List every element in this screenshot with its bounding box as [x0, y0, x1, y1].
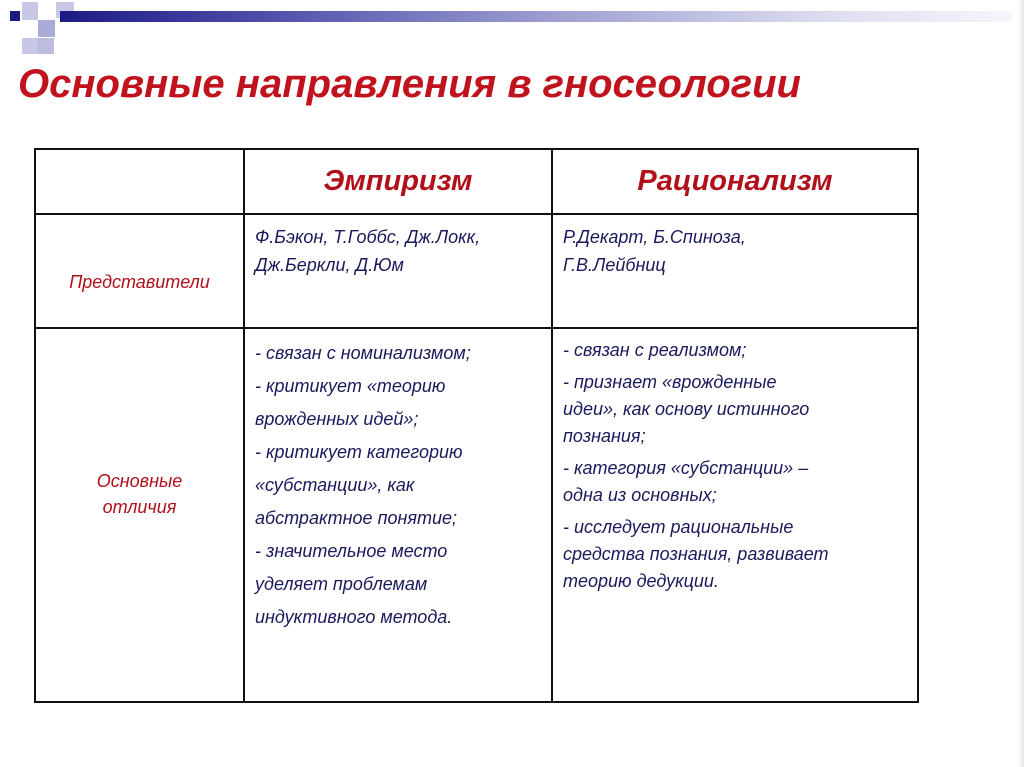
rationalism-differences: [552, 328, 918, 702]
row-label-representatives: [35, 214, 244, 328]
header-empty-cell: [35, 149, 244, 214]
list-item: [563, 369, 909, 450]
text-line: - критикует «теорию: [255, 376, 446, 396]
text-line: Дж.Беркли, Д.Юм: [255, 255, 404, 275]
text-line: идеи», как основу истинного: [563, 399, 810, 419]
corner-square-light: [22, 38, 38, 54]
text-line: теорию дедукции.: [563, 571, 719, 591]
text-line: - категория «субстанции» –: [563, 458, 809, 478]
text-line: уделяет проблемам: [255, 574, 428, 594]
empiricism-differences: [244, 328, 552, 702]
table-row-representatives: [35, 214, 918, 328]
text-line: Г.В.Лейбниц: [563, 255, 666, 275]
corner-square-dark: [10, 11, 20, 21]
list-item: [563, 514, 909, 595]
text-line: - признает «врожденные: [563, 372, 777, 392]
corner-square-light: [22, 2, 38, 20]
header-gradient-bar: [60, 11, 1012, 22]
text-line: врожденных идей»;: [255, 409, 419, 429]
text-line: Ф.Бэкон, Т.Гоббс, Дж.Локк,: [255, 227, 481, 247]
list-item: [563, 337, 909, 364]
corner-square-medium: [38, 38, 54, 54]
slide-title: Основные направления в гносеологии: [18, 62, 801, 106]
list-item: [563, 455, 909, 509]
text-line: - значительное место: [255, 541, 448, 561]
text-line: абстрактное понятие;: [255, 508, 458, 528]
text-line: познания;: [563, 426, 646, 446]
header-rationalism: Рационализм: [552, 149, 918, 214]
text-line: - связан с номинализмом;: [255, 343, 471, 363]
table-row-differences: [35, 328, 918, 702]
text-line: Р.Декарт, Б.Спиноза,: [563, 227, 746, 247]
text-line: - исследует рациональные: [563, 517, 794, 537]
text-line: - критикует категорию: [255, 442, 463, 462]
empiricism-representatives: [244, 214, 552, 328]
text-line: индуктивного метода.: [255, 607, 453, 627]
row-label-text: Основные: [96, 471, 183, 491]
text-line: - связан с реализмом;: [563, 340, 747, 360]
row-label-text: отличия: [102, 497, 177, 517]
text-line: средства познания, развивает: [563, 544, 829, 564]
rationalism-representatives: [552, 214, 918, 328]
table-header-row: [35, 149, 918, 214]
text-line: одна из основных;: [563, 485, 717, 505]
row-label-text: Представители: [69, 272, 210, 292]
comparison-table: [34, 148, 919, 703]
header-empiricism: Эмпиризм: [244, 149, 552, 214]
corner-square-medium: [38, 20, 55, 37]
row-label-differences: [35, 328, 244, 702]
text-line: «субстанции», как: [255, 475, 415, 495]
slide-edge-shadow: [1018, 0, 1024, 767]
